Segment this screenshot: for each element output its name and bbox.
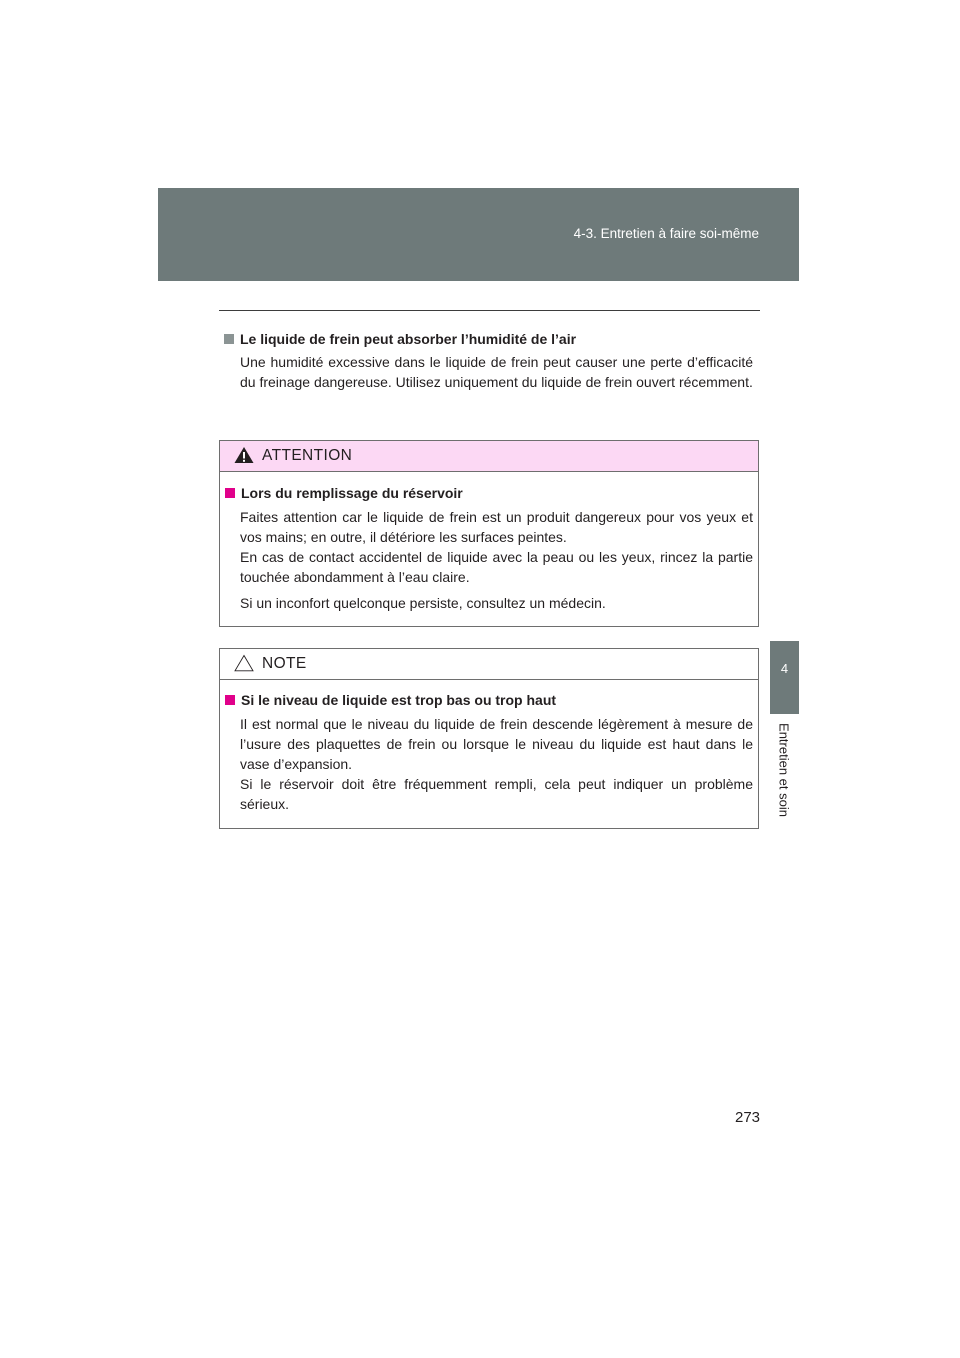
chapter-header-band [158,188,799,281]
warning-triangle-icon [234,446,254,469]
attention-heading-text: Lors du remplissage du réservoir [241,485,463,501]
note-paragraph: Il est normal que le niveau du liquide de frein descende légèrement à mesure de l’usure des plaquettes de frein ou lorsque le niveau du liquide est haut dans le vase d’expansion. [240,716,753,772]
chapter-section-title: 4-3. Entretien à faire soi-même [573,226,759,241]
page-number: 273 [735,1109,761,1126]
attention-paragraph: En cas de contact accidentel de liquide avec la peau ou les yeux, rincez la partie touchée abondamment à l’eau claire. [240,549,753,585]
section-heading-text: Le liquide de frein peut absorber l’humidité de l’air [240,331,577,347]
square-bullet-icon [225,488,235,498]
note-heading [225,692,556,708]
note-heading-text: Si le niveau de liquide est trop bas ou trop haut [241,692,557,708]
note-box-header [220,649,758,680]
note-box-title: NOTE [262,655,307,672]
attention-paragraph: Faites attention car le liquide de frein est un produit dangereux pour vos yeux et vos mains; en outre, il détériore les surfaces peintes. [240,509,753,545]
note-paragraph: Si le réservoir doit être fréquemment rempli, cela peut indiquer un problème sérieux. [240,776,753,812]
square-bullet-icon [225,695,235,705]
caution-outline-icon [234,654,254,677]
attention-box-header [220,441,758,472]
attention-body [240,507,753,613]
note-body [240,714,753,814]
attention-box-title: ATTENTION [262,447,353,464]
square-bullet-icon [224,334,234,344]
attention-heading [225,485,463,501]
attention-paragraph: Si un inconfort quelconque persiste, consultez un médecin. [240,595,606,611]
chapter-number-tab [770,641,799,714]
section-body [240,352,753,392]
chapter-number: 4 [780,661,789,676]
attention-box [219,440,759,627]
section-heading [224,331,576,347]
section-paragraph: Une humidité excessive dans le liquide de frein peut causer une perte d’efficacité du freinage dangereuse. Utilisez uniquement du liquide de frein ouvert récemment. [240,354,753,390]
section-divider [219,310,760,311]
chapter-label: Entretien et soin [776,723,792,817]
chapter-label-tab [770,714,799,827]
note-box [219,648,759,829]
